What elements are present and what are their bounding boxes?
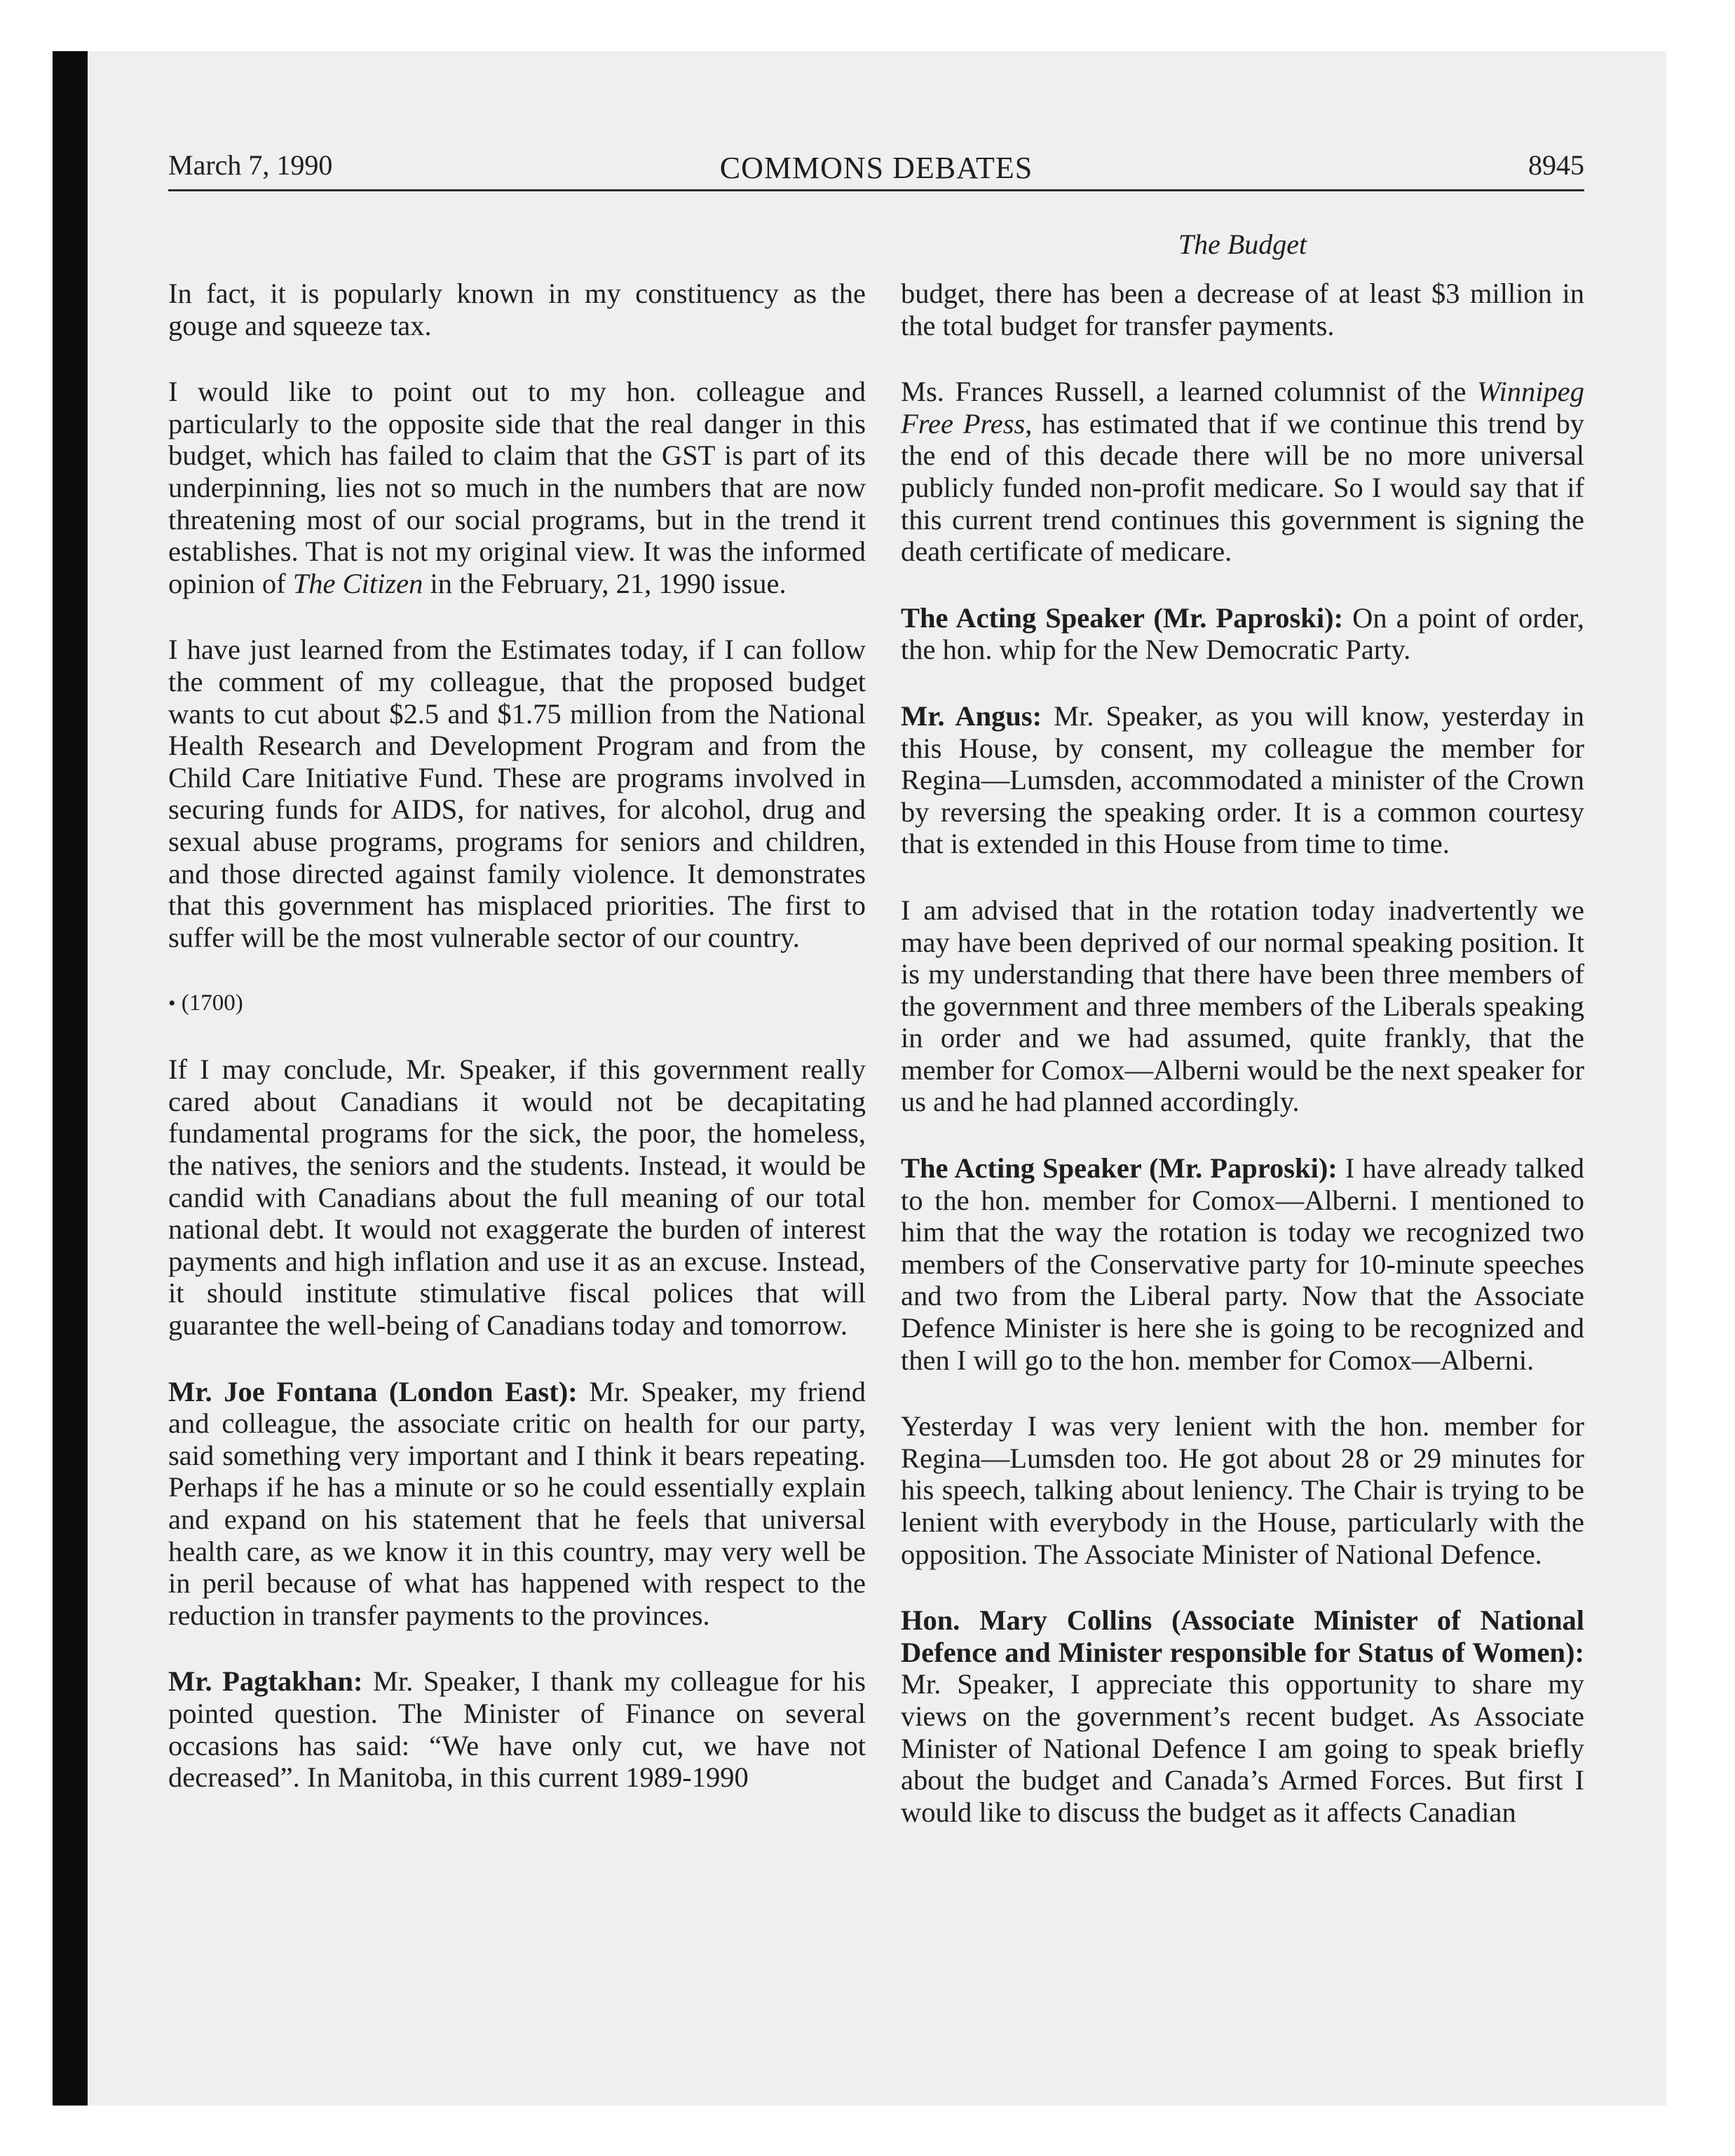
paragraph: Yesterday I was very lenient with the hon. member for Regina—Lumsden too. He got about 28 or 29 minutes for his speech, talking about leniency. The Chair is trying to be lenient with everybody in the House, particularly with the opposition. The Associate Minister of National Defence. (901, 1410, 1584, 1570)
speaker-name: The Acting Speaker (Mr. Paproski): (901, 1152, 1338, 1185)
citation-italic: Winnipeg Free Press (901, 376, 1584, 439)
paragraph: Ms. Frances Russell, a learned columnist of the Winnipeg Free Press, has estimated that if we continue this trend by the end of this decade there will be no more universal publicly funded non-profit medicare. So I would say that if this current trend continues this government is signing the death certificate of medicare. (901, 376, 1584, 568)
speaker-name: Mr. Pagtakhan: (168, 1665, 363, 1698)
speech-paragraph: The Acting Speaker (Mr. Paproski): I have already talked to the hon. member for Comox—Alberni. I mentioned to him that the way the rotation is today we recognized two members of the Conservative party for 10-minute speeches and two from the Liberal party. Now that the Associate Defence Minister is here she is going to be recognized and then I will go to the hon. member for Comox—Alberni. (901, 1152, 1584, 1376)
speech-paragraph: Mr. Angus: Mr. Speaker, as you will know, yesterday in this House, by consent, my colleague the member for Regina—Lumsden, accommodated a minister of the Crown by reversing the speaking order. It is a common courtesy that is extended in this House from time to time. (901, 700, 1584, 860)
paragraph: I have just learned from the Estimates today, if I can follow the comment of my colleague, that the proposed budget wants to cut about $2.5 and $1.75 million from the National Health Research and Development Program and from the Child Care Initiative Fund. These are programs involved in securing funds for AIDS, for natives, for alcohol, drug and sexual abuse programs, programs for seniors and children, and those directed against family violence. It demonstrates that this government has misplaced priorities. The first to suffer will be the most vulnerable sector of our country. (168, 634, 866, 953)
paragraph: I would like to point out to my hon. colleague and particularly to the opposite side that the real danger in this budget, which has failed to claim that the GST is part of its underpinning, lies not so much in the numbers that are now threatening most of our social programs, but in the trend it establishes. That is not my original view. It was the informed opinion of The Citizen in the February, 21, 1990 issue. (168, 376, 866, 599)
header-date: March 7, 1990 (168, 149, 333, 181)
speaker-name: Hon. Mary Collins (Associate Minister of National Defence and Minister responsible for Status of Women): (901, 1604, 1584, 1668)
paragraph: In fact, it is popularly known in my constituency as the gouge and squeeze tax. (168, 278, 866, 341)
right-column (901, 278, 1584, 1862)
header-title: COMMONS DEBATES (719, 151, 1033, 185)
running-head: The Budget (1178, 228, 1307, 260)
scan-edge-shadow (53, 51, 88, 2106)
speech-paragraph: Mr. Joe Fontana (London East): Mr. Speaker, my friend and colleague, the associate critic on health for our party, said something very important and I think it bears repeating. Perhaps if he has a minute or so he could essentially explain and expand on his statement that he feels that universal health care, as we know it in this country, may very well be in peril because of what has happened with respect to the reduction in transfer payments to the provinces. (168, 1375, 866, 1631)
speech-paragraph: The Acting Speaker (Mr. Paproski): On a point of order, the hon. whip for the New Democratic Party. (901, 601, 1584, 666)
paragraph: If I may conclude, Mr. Speaker, if this government really cared about Canadians it would not be decapitating fundamental programs for the sick, the poor, the homeless, the natives, the seniors and the students. Instead, it would be candid with Canadians about the full meaning of our total national debt. It would not exaggerate the burden of interest payments and high inflation and use it as an excuse. Instead, it should institute stimulative fiscal polices that will guarantee the well-being of Canadians today and tomorrow. (168, 1053, 866, 1342)
header-page-number: 8945 (1528, 149, 1584, 181)
paragraph: I am advised that in the rotation today inadvertently we may have been deprived of our normal speaking position. It is my understanding that there have been three members of the government and three members of the Liberals speaking in order and we had assumed, quite frankly, that the member for Comox—Alberni would be the next speaker for us and he had planned accordingly. (901, 894, 1584, 1118)
bullet-icon: • (168, 992, 176, 1016)
speaker-name: Mr. Joe Fontana (London East): (168, 1375, 578, 1407)
citation-italic: The Citizen (292, 567, 423, 599)
speaker-name: The Acting Speaker (Mr. Paproski): (901, 601, 1344, 634)
speaker-name: Mr. Angus: (901, 700, 1042, 732)
time-marker: • (1700) (168, 990, 243, 1016)
page-header (168, 144, 1584, 187)
header-rule (168, 189, 1584, 191)
speech-paragraph: Hon. Mary Collins (Associate Minister of National Defence and Minister responsible for Status of Women): Mr. Speaker, I appreciate this opportunity to share my views on the government’s recent budget. As Associate Minister of National Defence I am going to speak briefly about the budget and Canada’s Armed Forces. But first I would like to discuss the budget as it affects Canadian (901, 1604, 1584, 1828)
paragraph: budget, there has been a decrease of at least $3 million in the total budget for transfer payments. (901, 278, 1584, 341)
speech-paragraph: Mr. Pagtakhan: Mr. Speaker, I thank my colleague for his pointed question. The Minister of Finance on several occasions has said: “We have only cut, we have not decreased”. In Manitoba, in this current 1989-1990 (168, 1665, 866, 1794)
left-column (168, 278, 866, 1828)
